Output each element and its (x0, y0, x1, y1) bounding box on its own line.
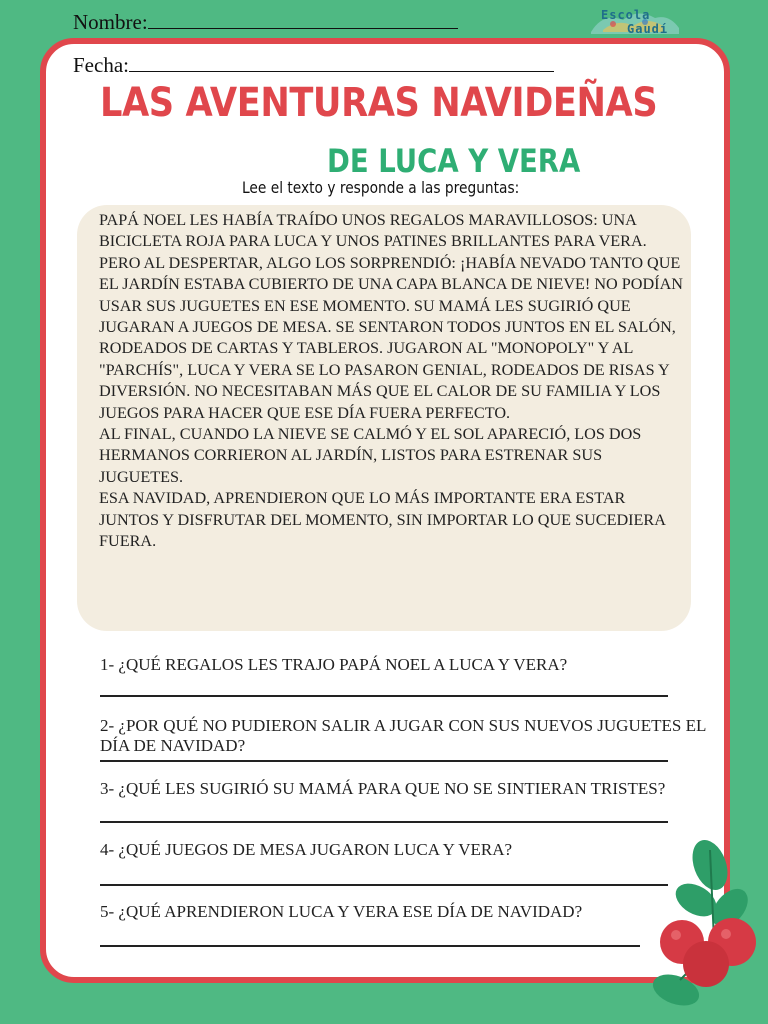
date-line[interactable] (129, 53, 554, 72)
question-5: 5- ¿QUÉ APRENDIERON LUCA Y VERA ESE DÍA DE NAVIDAD? (100, 902, 583, 921)
school-logo (583, 6, 683, 38)
name-label: Nombre: (73, 10, 148, 34)
story-paragraph-1: PAPÁ NOEL LES HABÍA TRAÍDO UNOS REGALOS MARAVILLOSOS: UNA BICICLETA ROJA PARA LUCA Y UNOS PATINES BRILLANTES PARA VERA. PERO AL DESPERTAR, ALGO LOS SORPRENDIÓ: ¡HABÍA NEVADO TANTO QUE EL JARDÍN ESTABA CUBIERTO DE UNA CAPA BLANCA DE NIEVE! NO PODÍAN USAR SUS JUGUETES EN ESE MOMENTO. SU MAMÁ LES SUGIRIÓ QUE JUGARAN A JUEGOS DE MESA. SE SENTARON TODOS JUNTOS EN EL SALÓN, RODEADOS DE CARTAS Y TABLEROS. JUGARON AL "MONOPOLY" Y AL "PARCHÍS", LUCA Y VERA SE LO PASARON GENIAL, RODEADOS DE RISAS Y DIVERSIÓN. NO NECESITABAN MÁS QUE EL CALOR DE SU FAMILIA Y LOS JUEGOS PARA HACER QUE ESE DÍA FUERA PERFECTO. (99, 211, 683, 422)
question-1: 1- ¿QUÉ REGALOS LES TRAJO PAPÁ NOEL A LUCA Y VERA? (100, 655, 568, 674)
title-line2: DE LUCA Y VERA (327, 142, 581, 180)
question-4: 4- ¿QUÉ JUEGOS DE MESA JUGARON LUCA Y VERA? (100, 840, 513, 859)
answer-line-1[interactable] (100, 695, 668, 697)
logo-text-line1: Escola (601, 8, 651, 22)
logo-text-line2: Gaudí (627, 22, 669, 36)
name-field[interactable] (73, 10, 458, 35)
answer-line-2[interactable] (100, 760, 668, 762)
date-label: Fecha: (73, 53, 129, 77)
story-paragraph-3: ESA NAVIDAD, APRENDIERON QUE LO MÁS IMPORTANTE ERA ESTAR JUNTOS Y DISFRUTAR DEL MOMENTO, SIN IMPORTAR LO QUE SUCEDIERA FUERA. (99, 489, 666, 551)
title-line1: LAS AVENTURAS NAVIDEÑAS (100, 80, 658, 126)
question-3: 3- ¿QUÉ LES SUGIRIÓ SU MAMÁ PARA QUE NO SE SINTIERAN TRISTES? (100, 779, 666, 798)
answer-line-5[interactable] (100, 945, 640, 947)
date-field[interactable] (73, 53, 554, 78)
name-line[interactable] (148, 10, 458, 29)
story-paragraph-2: AL FINAL, CUANDO LA NIEVE SE CALMÓ Y EL SOL APARECIÓ, LOS DOS HERMANOS CORRIERON AL JARDÍN, LISTOS PARA ESTRENAR SUS JUGUETES. (99, 425, 642, 486)
question-2: 2- ¿POR QUÉ NO PUDIERON SALIR A JUGAR CON SUS NUEVOS JUGUETES EL DÍA DE NAVIDAD? (100, 716, 706, 755)
answer-line-3[interactable] (100, 821, 668, 823)
answer-line-4[interactable] (100, 884, 668, 886)
story-text (99, 210, 684, 553)
holly-berries-icon (640, 830, 768, 1024)
instructions-text: Lee el texto y responde a las preguntas: (242, 178, 520, 197)
